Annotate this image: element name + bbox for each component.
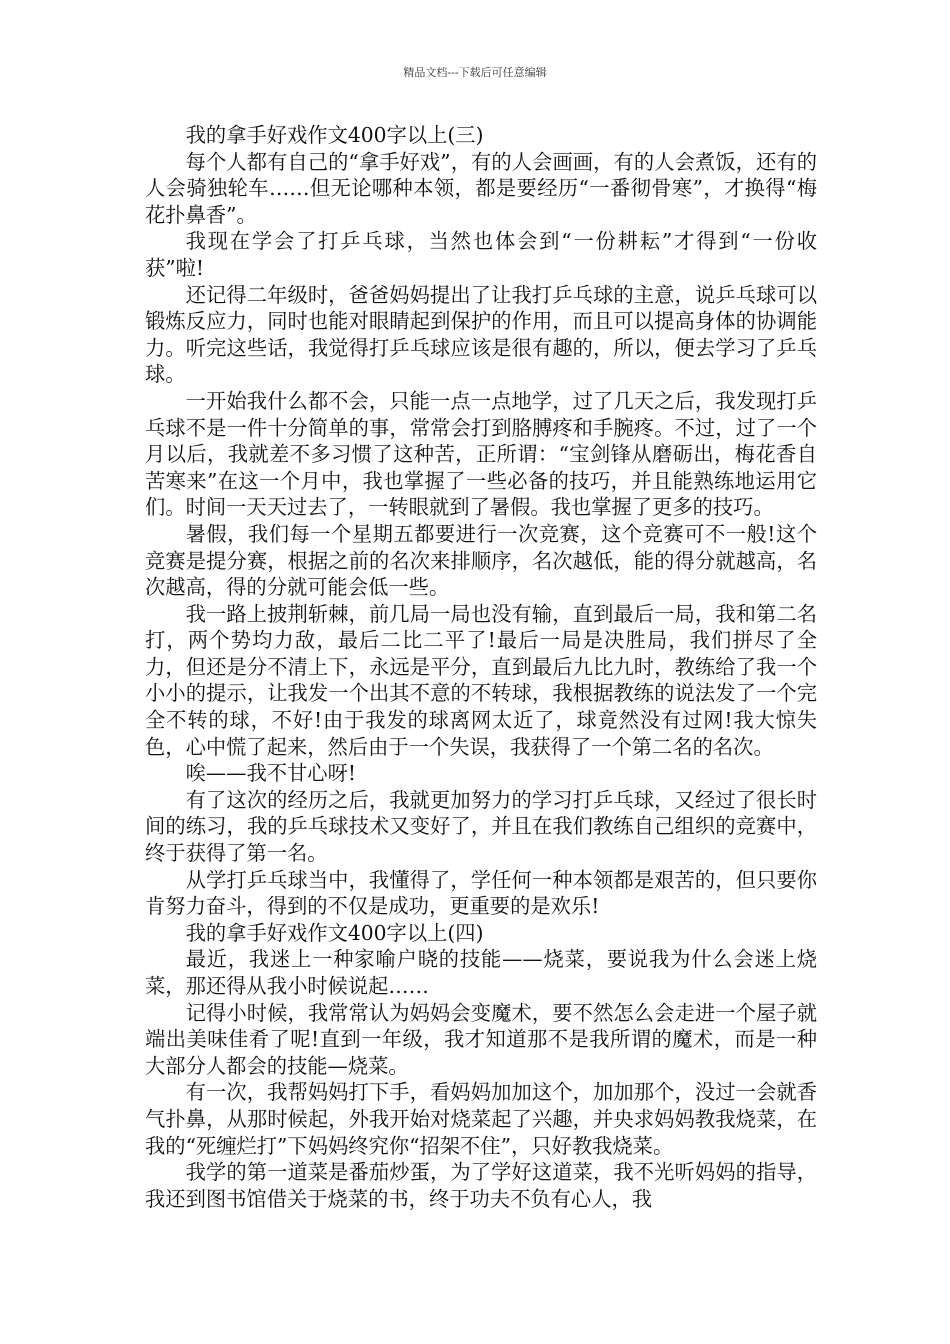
document-body: [145, 122, 817, 1212]
section-title: 我的拿手好戏作文400字以上(四): [185, 920, 484, 945]
paragraph: 唉——我不甘心呀!: [185, 761, 356, 786]
paragraph: 从学打乒乓球当中，我懂得了，学任何一种本领都是艰苦的，但只要你肯努力奋斗，得到的不仅是成功，更重要的是欢乐!: [145, 867, 817, 919]
paragraph: 有了这次的经历之后，我就更加努力的学习打乒乓球，又经过了很长时间的练习，我的乒乓球技术又变好了，并且在我们教练自己组织的竞赛中，终于获得了第一名。: [145, 787, 817, 866]
paragraph: 有一次，我帮妈妈打下手，看妈妈加加这个，加加那个，没过一会就香气扑鼻，从那时候起，外我开始对烧菜起了兴趣，并央求妈妈教我烧菜，在我的“死缠烂打”下妈妈终究你“招架不住”，只好教我烧菜。: [145, 1080, 817, 1158]
paragraph: 我一路上披荆斩棘，前几局一局也没有输，直到最后一局，我和第二名打，两个势均力敌，最后二比二平了!最后一局是决胜局，我们拼尽了全力，但还是分不清上下，永远是平分，直到最后九比九时，教练给了我一个小小的提示，让我发一个出其不意的不转球，我根据教练的说法发了一个完全不转的球，不好!由于我发的球离网太近了，球竟然没有过网!我大惊失色，心中慌了起来，然后由于一个失误，我获得了一个第二名的名次。: [145, 601, 817, 759]
paragraph: 还记得二年级时，爸爸妈妈提出了让我打乒乓球的主意，说乒乓球可以锻炼反应力，同时也能对眼睛起到保护的作用，而且可以提高身体的协调能力。听完这些话，我觉得打乒乓球应该是很有趣的，所以，便去学习了乒乓球。: [145, 282, 817, 387]
paragraph: 最近，我迷上一种家喻户晓的技能——烧菜，要说我为什么会迷上烧菜，那还得从我小时候说起……: [145, 947, 817, 998]
paragraph: 我学的第一道菜是番茄炒蛋，为了学好这道菜，我不光听妈妈的指导，我还到图书馆借关于烧菜的书，终于功夫不负有心人，我: [145, 1160, 817, 1211]
paragraph: 我现在学会了打乒乓球，当然也体会到“一份耕耘”才得到“一份收获”啦!: [145, 229, 817, 280]
paragraph: 记得小时候，我常常认为妈妈会变魔术，要不然怎么会走进一个屋子就端出美味佳肴了呢!直到一年级，我才知道那不是我所谓的魔术，而是一种大部分人都会的技能—烧菜。: [145, 1000, 817, 1078]
paragraph: 一开始我什么都不会，只能一点一点地学，过了几天之后，我发现打乒乓球不是一件十分简单的事，常常会打到胳膊疼和手腕疼。不过，过了一个月以后，我就差不多习惯了这种苦，正所谓：“宝剑锋从磨砺出，梅花香自苦寒来”在这一个月中，我也掌握了一些必备的技巧，并且能熟练地运用它们。时间一天天过去了，一转眼就到了暑假。我也掌握了更多的技巧。: [145, 388, 817, 520]
paragraph: 暑假，我们每一个星期五都要进行一次竞赛，这个竞赛可不一般!这个竞赛是提分赛，根据之前的名次来排顺序，名次越低，能的得分就越高，名次越高，得的分就可能会低一些。: [145, 521, 817, 600]
page-header: 精品文档---下载后可任意编辑: [403, 66, 547, 79]
section-title: 我的拿手好戏作文400字以上(三): [185, 123, 484, 147]
paragraph: 每个人都有自己的“拿手好戏”，有的人会画画，有的人会煮饭，还有的人会骑独轮车……但无论哪种本领，都是要经历“一番彻骨寒”，才换得“梅花扑鼻香”。: [145, 149, 817, 227]
